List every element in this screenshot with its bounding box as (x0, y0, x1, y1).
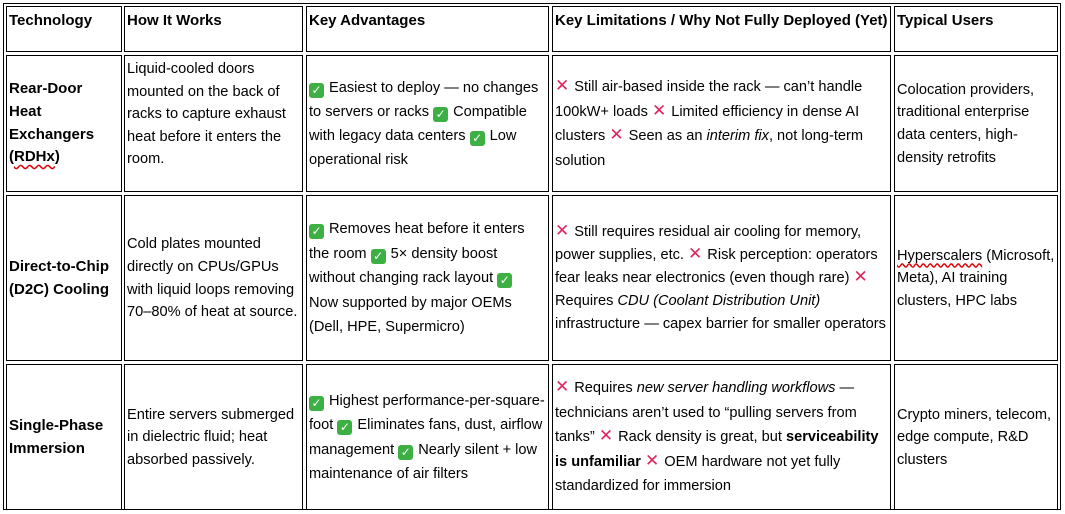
cross-icon: ✕ (555, 377, 570, 398)
table-row-3-users: Crypto miners, telecom, edge compute, R&D clusters (894, 364, 1058, 510)
table-row-3-limitations: ✕ Requires new server handling workflows — technicians aren’t used to “pulling servers from tanks” ✕ Rack density is great, but serviceability is unfamiliar ✕ OEM hardware not yet fully standardized for immersion (552, 364, 891, 510)
cross-icon: ✕ (555, 76, 570, 96)
table-row-2-technology: Direct-to-Chip (D2C) Cooling (6, 195, 122, 361)
check-icon: ✓ (309, 83, 324, 98)
cross-icon: ✕ (598, 426, 614, 447)
check-icon: ✓ (371, 249, 386, 264)
table-row-2-users: Hyperscalers (Microsoft, Meta), AI training clusters, HPC labs (894, 195, 1058, 361)
header-key-advantages: Key Advantages (306, 6, 549, 52)
table-row-3-advantages: ✓ Highest performance-per-square-foot ✓ Eliminates fans, dust, airflow management ✓ Nearly silent + low maintenance of air filters (306, 364, 549, 510)
check-icon: ✓ (470, 131, 485, 146)
cross-icon: ✕ (645, 450, 660, 471)
table-row-2-limitations: ✕ Still requires residual air cooling for memory, power supplies, etc. ✕ Risk perception: operators fear leaks near electronics (even though rare) ✕Requires CDU (Coolant Distribution Unit) infrastructure — capex barrier for smaller operators (552, 195, 891, 361)
cross-icon: ✕ (651, 100, 667, 121)
table-row-1-how: Liquid-cooled doors mounted on the back of racks to capture exhaust heat before it enters the room. (124, 55, 303, 192)
cross-icon: ✕ (609, 125, 624, 145)
table-row-3-how: Entire servers submerged in dielectric fluid; heat absorbed passively. (124, 364, 303, 510)
table-row-3-technology: Single-Phase Immersion (6, 364, 122, 510)
check-icon: ✓ (398, 445, 413, 460)
check-icon: ✓ (433, 107, 448, 122)
cross-icon: ✕ (555, 221, 570, 241)
header-technology: Technology (6, 6, 122, 52)
cross-icon: ✕ (853, 267, 868, 287)
header-typical-users: Typical Users (894, 6, 1058, 52)
check-icon: ✓ (309, 224, 324, 239)
spellcheck-underline: RDHx (14, 148, 55, 166)
table-row-1-limitations: ✕ Still air-based inside the rack — can’t handle 100kW+ loads ✕ Limited efficiency in dense AI clusters ✕ Seen as an interim fix, not long-term solution (552, 55, 891, 192)
check-icon: ✓ (337, 420, 352, 435)
table-row-2-how: Cold plates mounted directly on CPUs/GPUs with liquid loops removing 70–80% of heat at source. (124, 195, 303, 361)
table-row-1-advantages: ✓ Easiest to deploy — no changes to servers or racks ✓ Compatible with legacy data centers ✓ Low operational risk (306, 55, 549, 192)
header-key-limitations: Key Limitations / Why Not Fully Deployed (Yet) (552, 6, 891, 52)
spellcheck-underline: Hyperscalers (897, 247, 983, 264)
header-how-it-works: How It Works (124, 6, 303, 52)
table-row-2-advantages: ✓ Removes heat before it enters the room ✓ 5× density boost without changing rack layout ✓Now supported by major OEMs (Dell, HPE, Supermicro) (306, 195, 549, 361)
check-icon: ✓ (497, 273, 512, 288)
check-icon: ✓ (309, 396, 324, 411)
cross-icon: ✕ (688, 244, 703, 264)
table-row-1-technology: Rear-Door Heat Exchangers (RDHx) (6, 55, 122, 192)
table-row-1-users: Colocation providers, traditional enterprise data centers, high-density retrofits (894, 55, 1058, 192)
